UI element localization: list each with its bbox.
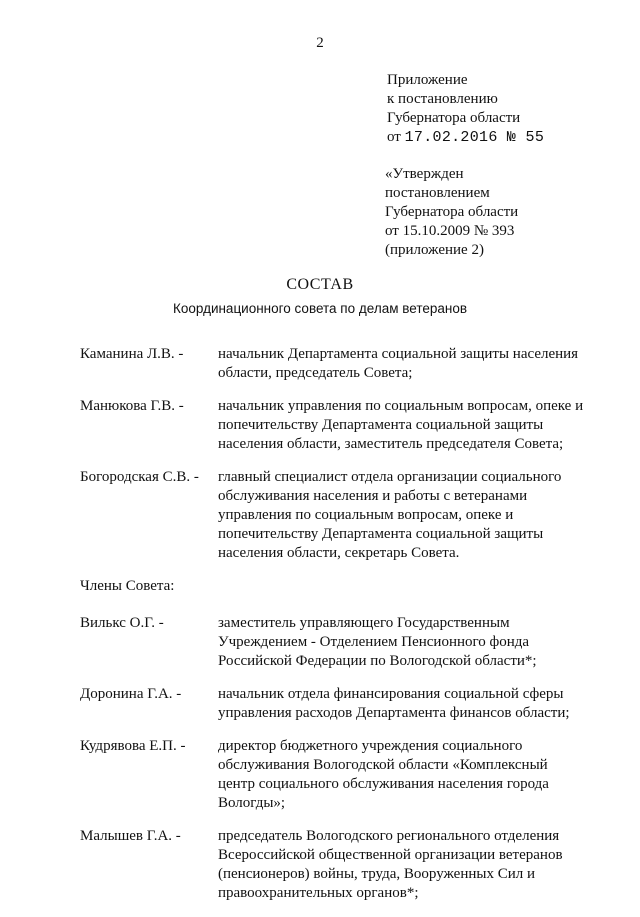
council-composition bbox=[80, 345, 600, 917]
approved-line-1: «Утвержден bbox=[385, 166, 464, 182]
approved-line-3: Губернатора области bbox=[385, 204, 519, 220]
appendix-line-3: Губернатора области bbox=[387, 110, 521, 126]
member-name: Богородская С.В. - bbox=[80, 469, 199, 485]
page-number: 2 bbox=[316, 35, 324, 51]
member-role: начальник управления по социальным вопросам, опеке и попечительству Департамента социальной защиты населения области, заместитель председателя Совета; bbox=[218, 398, 584, 452]
member-row bbox=[80, 468, 600, 563]
member-role: заместитель управляющего Государственным Учреждением - Отделением Пенсионного фонда Российской Федерации по Вологодской области*; bbox=[218, 615, 537, 669]
appendix-date-line bbox=[387, 128, 627, 147]
member-role: председатель Вологодского регионального отделения Всероссийской общественной организации ветеранов (пенсионеров) войны, труда, Вооруженных Сил и правоохранительных органов*; bbox=[218, 828, 563, 901]
member-role: главный специалист отдела организации социального обслуживания населения и работы с ветеранами управления по социальным вопросам, опеке и попечительству Департамента социальной защиты населения области, секретарь Совета. bbox=[218, 469, 562, 561]
approved-line-4: от 15.10.2009 № 393 bbox=[385, 223, 515, 239]
member-row bbox=[80, 397, 600, 454]
approved-block bbox=[385, 165, 625, 260]
members-section-label: Члены Совета: bbox=[80, 578, 175, 594]
member-name: Каманина Л.В. - bbox=[80, 346, 184, 362]
member-role: начальник Департамента социальной защиты населения области, председатель Совета; bbox=[218, 346, 579, 381]
member-row bbox=[80, 827, 600, 903]
member-row bbox=[80, 345, 600, 383]
appendix-block bbox=[387, 71, 627, 147]
member-role: начальник отдела финансирования социальной сферы управления расходов Департамента финансов области; bbox=[218, 686, 570, 721]
member-name: Манюкова Г.В. - bbox=[80, 398, 184, 414]
member-row bbox=[80, 737, 600, 813]
member-role: директор бюджетного учреждения социального обслуживания Вологодской области «Комплексный центр социального обслуживания населения города Вологды»; bbox=[218, 738, 549, 811]
appendix-date-stamp: 17.02.2016 № 55 bbox=[404, 129, 545, 146]
document-subtitle: Координационного совета по делам ветеранов bbox=[172, 301, 468, 316]
member-row bbox=[80, 685, 600, 723]
member-name: Кудрявова Е.П. - bbox=[80, 738, 186, 754]
appendix-date-prefix: от bbox=[387, 129, 405, 145]
approved-line-2: постановлением bbox=[385, 185, 490, 201]
member-name: Вилькс О.Г. - bbox=[80, 615, 164, 631]
member-row bbox=[80, 614, 600, 671]
document-title: СОСТАВ bbox=[286, 276, 354, 293]
approved-line-5: (приложение 2) bbox=[385, 242, 484, 258]
appendix-line-1: Приложение bbox=[387, 72, 468, 88]
member-name: Малышев Г.А. - bbox=[80, 828, 181, 844]
appendix-line-2: к постановлению bbox=[387, 91, 498, 107]
member-name: Доронина Г.А. - bbox=[80, 686, 182, 702]
